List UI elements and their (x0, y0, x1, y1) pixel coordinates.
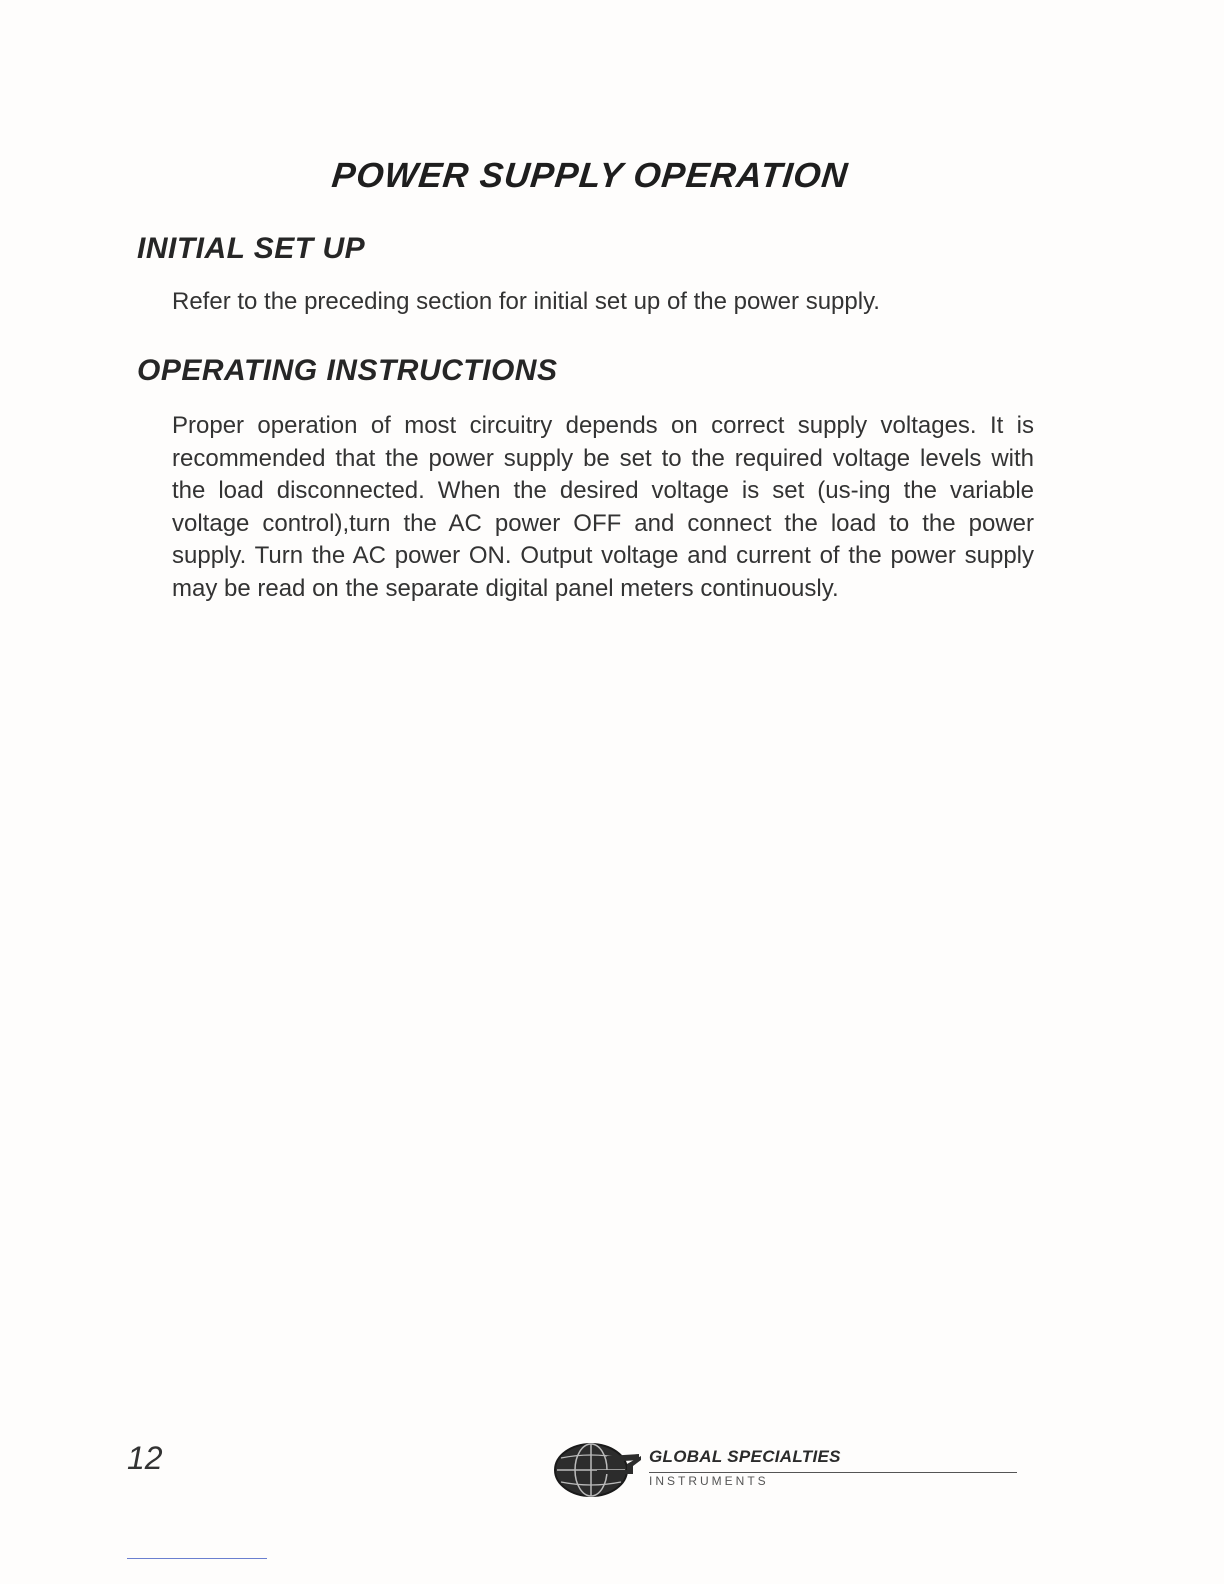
page-number: 12 (127, 1440, 163, 1476)
section-heading-operating-instructions: OPERATING INSTRUCTIONS (137, 354, 558, 387)
company-logo (553, 1442, 1023, 1498)
section-body-operating-instructions: Proper operation of most circuitry depends on correct supply voltages. It is recommended that the power supply be set to the required voltage levels with the load disconnected. When the desired voltage is set (us-ing the variable voltage control),turn the AC power OFF and connect the load to the power supply. Turn the AC power ON. Output voltage and current of the power supply may be read on the separate digital panel meters continuously. (172, 412, 1034, 602)
logo-divider (649, 1472, 1017, 1473)
logo-subtitle: INSTRUMENTS (649, 1474, 769, 1488)
logo-brand-name: GLOBAL SPECIALTIES (649, 1447, 841, 1466)
section-heading-initial-set-up: INITIAL SET UP (137, 232, 366, 265)
globe-logo-icon (553, 1442, 645, 1498)
scan-artifact-line (127, 1558, 267, 1559)
page-title: POWER SUPPLY OPERATION (330, 156, 851, 195)
section-body-initial-set-up: Refer to the preceding section for initial set up of the power supply. (172, 288, 880, 315)
